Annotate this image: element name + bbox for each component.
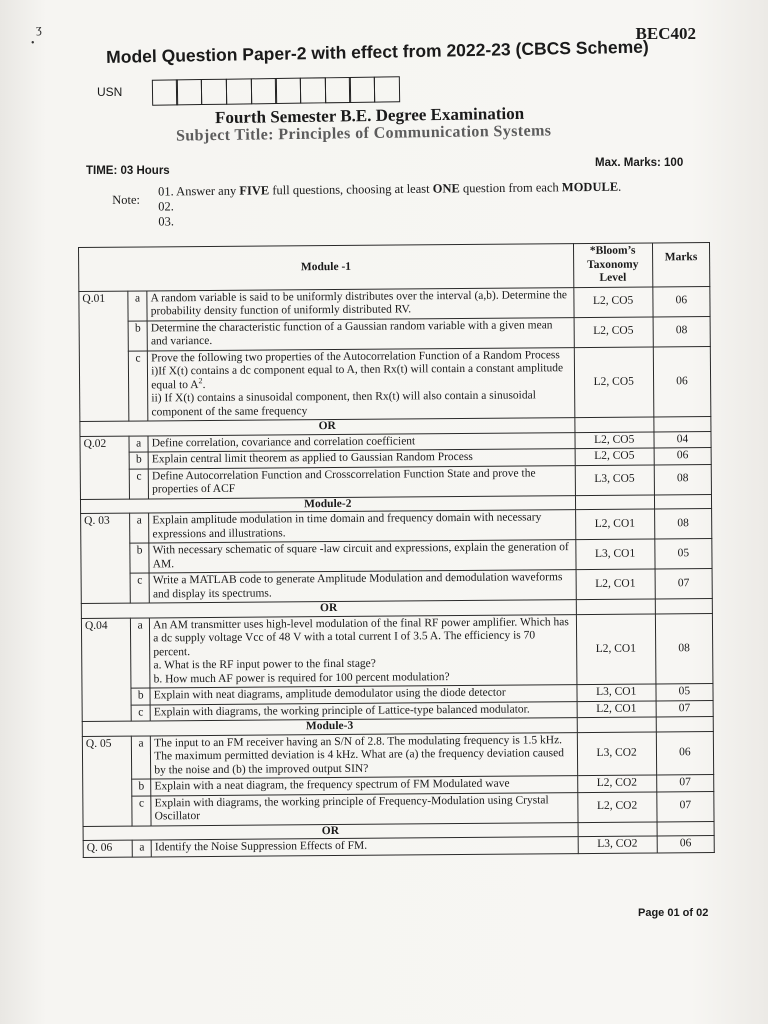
marks: 07 xyxy=(656,700,713,717)
part-label: b xyxy=(130,543,149,573)
marks: 05 xyxy=(655,539,712,569)
note-line-2: 02. xyxy=(158,199,174,214)
marks: 08 xyxy=(654,464,711,494)
bloom-header-line-3: Level xyxy=(599,271,627,284)
table-row xyxy=(81,539,712,574)
question-text: Explain with neat diagrams, amplitude demodulator using the diode detector xyxy=(150,685,576,705)
usn-digit-box[interactable] xyxy=(300,77,326,103)
part-label: b xyxy=(131,688,150,705)
question-text: With necessary schematic of square -law circuit and expressions, explain the generation of AM. xyxy=(149,540,576,573)
question-text: Define Autocorrelation Function and Crosscorrelation Function State and prove the properties of ACF xyxy=(148,465,575,498)
part-label: a xyxy=(131,617,151,688)
paper-title: Model Question Paper-2 with effect from 2022-23 (CBCS Scheme) xyxy=(106,36,649,67)
bloom-header-line-1: *Bloom’s xyxy=(589,244,636,257)
question-text: Explain with a neat diagram, the frequency spectrum of FM Modulated wave xyxy=(151,776,577,796)
marks: 04 xyxy=(654,431,711,448)
question-text-line xyxy=(151,362,571,392)
part-label: a xyxy=(128,290,147,320)
marks: 06 xyxy=(653,286,710,316)
question-text xyxy=(148,347,575,421)
marks: 06 xyxy=(654,448,711,465)
part-label: b xyxy=(132,779,151,796)
question-text-line: Prove the following two properties of the Autocorrelation Function of a Random Process xyxy=(151,348,560,364)
question-number: Q.02 xyxy=(80,436,130,499)
bloom-level: L3, CO2 xyxy=(578,836,657,853)
part-label: c xyxy=(131,704,150,721)
note-1-one: ONE xyxy=(432,181,460,196)
part-label: c xyxy=(132,795,151,825)
bloom-level: L2, CO1 xyxy=(575,509,654,540)
question-text: Identify the Noise Suppression Effects of FM. xyxy=(151,837,577,857)
usn-digit-box[interactable] xyxy=(324,77,350,103)
question-text: Explain central limit theorem as applied to Gaussian Random Process xyxy=(148,449,574,469)
usn-digit-box[interactable] xyxy=(226,78,252,104)
usn-digit-box[interactable] xyxy=(176,79,202,105)
table-header-row xyxy=(79,243,710,291)
question-text: Define correlation, covariance and correlation coefficient xyxy=(148,432,574,452)
questions-table xyxy=(78,242,715,857)
part-label: a xyxy=(131,735,150,779)
question-text-part: i)If X(t) contains a dc component equal to A, then Rx(t) will contain a constant amplitude equal to A xyxy=(151,362,564,391)
note-label: Note: xyxy=(112,192,141,207)
note-1-end: . xyxy=(618,179,622,194)
bloom-level: L3, CO5 xyxy=(575,464,654,495)
part-label: b xyxy=(128,320,147,350)
question-text-part: . xyxy=(202,378,206,391)
note-1-module: MODULE xyxy=(561,179,619,195)
question-number: Q. 06 xyxy=(83,840,132,857)
or-separator: OR xyxy=(81,600,576,618)
question-text: Write a MATLAB code to generate Amplitude Modulation and demodulation waveforms and display its spectrums. xyxy=(149,570,576,603)
table-row xyxy=(79,286,710,321)
bloom-level: L2, CO1 xyxy=(577,700,656,717)
marks: 07 xyxy=(655,569,712,599)
marks-header: Marks xyxy=(652,243,710,287)
marks: 07 xyxy=(656,775,713,792)
module-2-heading: Module-2 xyxy=(80,495,575,513)
or-separator: OR xyxy=(80,418,575,436)
bloom-header-line-2: Taxonomy xyxy=(587,258,639,271)
bloom-level: L2, CO5 xyxy=(575,448,654,465)
table-row xyxy=(81,509,712,544)
table-row xyxy=(83,791,714,826)
bloom-level: L2, CO5 xyxy=(574,346,654,417)
marks: 06 xyxy=(657,836,714,853)
table-row xyxy=(82,731,713,779)
question-text: A random variable is said to be uniformly distributes over the interval (a,b). Determine the probability density function of uniformly distributed RV. xyxy=(147,287,574,320)
usn-digit-box[interactable] xyxy=(275,78,301,104)
usn-digit-box[interactable] xyxy=(152,79,178,105)
bloom-level: L2, CO1 xyxy=(576,569,655,600)
usn-digit-box[interactable] xyxy=(349,77,375,103)
part-label: b xyxy=(129,452,148,469)
page-number: Page 01 of 02 xyxy=(638,907,709,919)
question-text-line: An AM transmitter uses high-level modulation of the final RF power amplifier. Which has a dc supply voltage Vcc of 48 V with a total current I of 3.5 A. The efficiency is 70 percent. xyxy=(153,615,569,658)
bloom-level: L2, CO5 xyxy=(574,316,653,347)
marks: 08 xyxy=(655,613,713,684)
module-3-heading: Module-3 xyxy=(82,718,577,736)
table-row xyxy=(81,613,713,688)
question-number: Q.04 xyxy=(81,618,131,722)
part-label: a xyxy=(132,840,151,857)
question-text-line: b. How much AF power is required for 100 percent modulation? xyxy=(153,670,450,685)
marks: 05 xyxy=(656,684,713,701)
question-text xyxy=(150,614,577,688)
note-1-five: FIVE xyxy=(239,183,270,198)
note-1-mid2: question from each xyxy=(459,180,562,196)
question-text: Explain with diagrams, the working principle of Frequency-Modulation using Crystal Oscillator xyxy=(151,792,578,825)
question-text: Explain amplitude modulation in time domain and frequency domain with necessary expressions and illustrations. xyxy=(149,510,576,543)
part-label: a xyxy=(130,513,149,543)
table-row xyxy=(81,569,712,604)
usn-boxes xyxy=(153,76,400,105)
marks: 08 xyxy=(653,316,710,346)
bloom-level: L3, CO1 xyxy=(576,684,655,701)
superscript: 2 xyxy=(198,375,203,385)
usn-digit-box[interactable] xyxy=(374,76,400,102)
table-row xyxy=(79,346,711,421)
exam-title: Fourth Semester B.E. Degree Examination xyxy=(214,103,525,128)
marks: 06 xyxy=(653,346,711,417)
max-marks: Max. Marks: 100 xyxy=(595,157,684,169)
part-label: c xyxy=(130,573,149,603)
note-1-mid: full questions, choosing at least xyxy=(269,181,433,198)
part-label: a xyxy=(129,435,148,452)
bloom-level: L3, CO1 xyxy=(575,539,654,570)
note-1-prefix: 01. Answer any xyxy=(157,183,240,199)
bloom-level: L2, CO2 xyxy=(577,775,656,792)
usn-digit-box[interactable] xyxy=(201,79,227,105)
part-label: c xyxy=(129,468,148,498)
bloom-level: L2, CO5 xyxy=(575,431,654,448)
question-text: Determine the characteristic function of a Gaussian random variable with a given mean and variance. xyxy=(147,317,574,350)
question-text: The input to an FM receiver having an S/N of 2.8. The modulating frequency is 1.5 kHz. The maximum permitted deviation is 4 kHz. What are (a) the frequency deviation caused by the noise and (b) the improved output SIN? xyxy=(151,732,578,779)
bloom-level: L3, CO2 xyxy=(577,731,657,775)
bloom-level: L2, CO5 xyxy=(573,286,652,317)
or-separator: OR xyxy=(83,822,578,840)
table-row xyxy=(79,316,710,351)
usn-digit-box[interactable] xyxy=(250,78,276,104)
marks: 06 xyxy=(656,731,714,775)
table-row xyxy=(83,836,714,857)
question-text-line: ii) If X(t) contains a sinusoidal component, then Rx(t) will also contain a sinusoidal component of the same frequency xyxy=(151,389,536,418)
exam-time: TIME: 03 Hours xyxy=(86,165,170,177)
margin-mark: ʒ xyxy=(36,21,42,36)
margin-dot: • xyxy=(31,38,35,49)
question-text: Explain with diagrams, the working principle of Lattice-type balanced modulator. xyxy=(150,701,576,721)
bloom-level: L2, CO1 xyxy=(576,613,656,684)
question-text-line: a. What is the RF input power to the final stage? xyxy=(153,657,376,672)
subject-code: BEC402 xyxy=(635,24,696,43)
question-number: Q. 05 xyxy=(82,736,132,826)
bloom-header xyxy=(573,243,653,287)
usn-label: USN xyxy=(97,85,123,99)
note-line-3: 03. xyxy=(158,214,175,229)
part-label: c xyxy=(128,350,148,421)
bloom-level: L2, CO2 xyxy=(577,791,656,822)
subject-title: Subject Title: Principles of Communication Systems xyxy=(175,122,552,145)
marks: 07 xyxy=(657,791,714,821)
table-row xyxy=(80,464,711,499)
module-1-heading: Module -1 xyxy=(79,244,574,291)
question-number: Q. 03 xyxy=(81,513,131,603)
question-number: Q.01 xyxy=(79,291,129,422)
marks: 08 xyxy=(654,509,711,539)
